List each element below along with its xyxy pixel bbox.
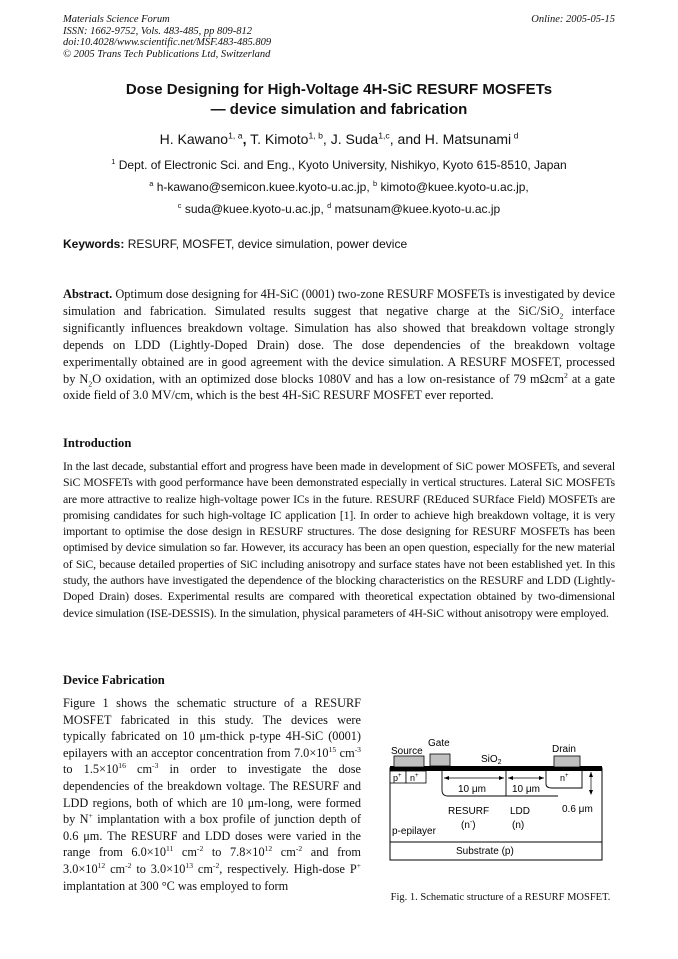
body-text: implantation with a box profile of junction depth of 0.6 μm. The RESURF and LDD doses were varied in the range from 6.0×10 xyxy=(63,812,361,860)
superscript: -2 xyxy=(125,860,132,870)
abstract-text: at a gate oxide field of 3.0 MV/cm, which is the best 4H-SiC RESURF MOSFET ever reported. xyxy=(63,371,615,403)
abstract-text: interface significantly influences breakdown voltage. Simulation has also showed that breakdown voltage strongly depends on LDD (Lightly-Doped Drain) dose. The dose dependencies of the breakdown voltage experimentally obtained are in good agreement with the device simulation. A RESURF MOSFET, processed by N xyxy=(63,303,615,386)
email-c[interactable]: suda@kuee.kyoto-u.ac.jp, xyxy=(181,202,328,216)
title-line-1: Dose Designing for High-Voltage 4H-SiC RESURF MOSFETs xyxy=(125,81,553,98)
email-c-marker: c xyxy=(177,201,182,210)
drain-contact xyxy=(554,756,580,767)
ldd-type-label: (n) xyxy=(512,820,525,831)
resurf-length-label: 10 μm xyxy=(458,784,486,795)
affil-text: Dept. of Electronic Sci. and Eng., Kyoto University, Nishikyo, Kyoto 615-8510, Japan xyxy=(115,158,567,172)
body-text: cm xyxy=(272,845,296,860)
body-text: cm xyxy=(193,861,213,876)
author-4: and H. Matsunami xyxy=(393,131,512,147)
gate-label: Gate xyxy=(428,738,450,749)
keywords-text: RESURF, MOSFET, device simulation, power device xyxy=(124,237,408,251)
email-a-marker: a xyxy=(149,179,154,188)
body-text: cm xyxy=(105,861,126,876)
author-sep: , xyxy=(389,131,394,147)
superscript: 16 xyxy=(118,761,126,771)
n-plus-right-label: n+ xyxy=(560,773,569,783)
author-1-affil: 1, a xyxy=(228,130,243,141)
abstract-text: O oxidation, with an optimized dose blocks 1080V and has a low on-resistance of 79 mΩcm xyxy=(92,371,564,386)
body-text: , respectively. High-dose P xyxy=(219,861,357,876)
source-label: Source xyxy=(391,746,423,757)
keywords-label: Keywords: xyxy=(63,237,125,251)
subscript: 2 xyxy=(559,311,564,321)
section-heading-fabrication: Device Fabrication xyxy=(63,673,165,687)
superscript: 2 xyxy=(563,370,568,380)
superscript: -3 xyxy=(152,761,159,771)
body-text: cm xyxy=(125,762,153,777)
author-3: J. Suda xyxy=(326,131,379,147)
superscript: -2 xyxy=(196,844,204,854)
email-a[interactable]: h-kawano@semicon.kuee.kyoto-u.ac.jp, xyxy=(153,180,374,194)
superscript: + xyxy=(88,811,93,821)
email-line-2 xyxy=(0,202,678,216)
email-b-marker: b xyxy=(373,179,378,188)
subscript: 2 xyxy=(88,379,93,388)
body-text: cm xyxy=(336,745,355,760)
email-d[interactable]: matsunam@kuee.kyoto-u.ac.jp xyxy=(331,202,501,216)
body-text: implantation at 300 °C was employed to form xyxy=(63,878,289,893)
email-b[interactable]: kimoto@kuee.kyoto-u.ac.jp, xyxy=(377,180,529,194)
journal-header xyxy=(63,14,271,60)
superscript: -2 xyxy=(295,844,303,854)
mosfet-schematic-figure xyxy=(386,734,616,884)
author-4-affil: d xyxy=(511,130,519,141)
body-text: Figure 1 shows the schematic structure of a RESURF MOSFET fabricated in this study. The devices were typically fabricated on 10 μm-thick p-type 4H-SiC (0001) epilayers with an acceptor concentration from 7.0×10 xyxy=(63,696,361,760)
source-contact xyxy=(394,756,424,767)
ldd-length-label: 10 μm xyxy=(512,784,540,795)
n-plus-left-label: n+ xyxy=(410,773,419,783)
superscript: 15 xyxy=(328,744,337,754)
substrate-label: Substrate (p) xyxy=(456,846,514,857)
resurf-type-label: (n-) xyxy=(461,819,476,831)
abstract-label: Abstract. xyxy=(63,287,113,301)
author-3-affil: 1,c xyxy=(378,130,390,141)
body-text: to 7.8×10 xyxy=(203,845,265,860)
superscript: -3 xyxy=(354,744,361,754)
figure-caption: Fig. 1. Schematic structure of a RESURF MOSFET. xyxy=(390,892,611,903)
email-line-1 xyxy=(0,180,678,194)
junction-depth-label: 0.6 μm xyxy=(562,804,593,815)
title-line-2: — device simulation and fabrication xyxy=(210,101,468,118)
affiliation-line xyxy=(0,158,678,172)
abstract xyxy=(63,286,615,404)
author-1: H. Kawano xyxy=(159,131,229,147)
superscript: 12 xyxy=(264,844,273,854)
abstract-text: Optimum dose designing for 4H-SiC (0001) two-zone RESURF MOSFETs is investigated by device simulation and fabrication. Simulated results suggest that negative charge at the SiC/SiO xyxy=(63,287,615,318)
superscript: + xyxy=(356,860,361,870)
body-text: to 1.5×10 xyxy=(63,762,119,777)
paper-title xyxy=(0,80,678,120)
superscript: 13 xyxy=(185,860,193,870)
keywords xyxy=(63,237,407,251)
online-date: Online: 2005-05-15 xyxy=(531,14,615,25)
resurf-label: RESURF xyxy=(448,806,490,817)
body-text: and from 3.0×10 xyxy=(63,845,361,876)
epilayer-label: p-epilayer xyxy=(392,826,436,837)
gate-electrode xyxy=(430,754,450,766)
issn-line: ISSN: 1662-9752, Vols. 483-485, pp 809-812 xyxy=(63,25,252,37)
superscript: 11 xyxy=(165,844,174,854)
author-list xyxy=(0,131,678,147)
superscript: 12 xyxy=(97,860,106,870)
journal-name: Materials Science Forum xyxy=(63,14,170,25)
email-d-marker: d xyxy=(327,201,332,210)
author-2: T. Kimoto xyxy=(246,131,309,147)
superscript: -2 xyxy=(212,860,220,870)
section-heading-introduction: Introduction xyxy=(63,436,132,450)
fabrication-text xyxy=(63,695,361,894)
affil-number: 1 xyxy=(111,157,116,166)
body-text: cm xyxy=(173,845,197,860)
body-text: in order to investigate the dose dependencies of the breakdown voltage. The RESURF and LDD regions, both of which are 10 μm-long, were formed by N xyxy=(63,762,361,827)
doi-link[interactable]: doi:10.4028/www.scientific.net/MSF.483-485.809 xyxy=(63,37,272,48)
body-text: to 3.0×10 xyxy=(131,861,186,876)
drain-label: Drain xyxy=(552,744,576,755)
author-sep: , xyxy=(242,131,247,147)
copyright-line: © 2005 Trans Tech Publications Ltd, Switzerland xyxy=(63,48,271,60)
p-plus-label: p+ xyxy=(393,773,402,783)
introduction-text: In the last decade, substantial effort and progress have been made in development of SiC power MOSFETs, and several SiC MOSFETs with good performance have been demonstrated especially in vertical structures. Lateral SiC MOSFETs are more attractive to realize high-voltage power ICs in the future. RESURF (REduced SURface Field) MOSFETs are promising candidates for such high-voltage IC application [1]. In order to achieve high breakdown voltage, it is very important to optimise the dose design in RESURF structures. The dose designing for RESURF MOSFETs has been optimised by device simulation so far. However, its accuracy has been an open question, especially for the new material of SiC, because detailed properties of SiC including anisotropy and surface states have not been established yet. In this study, the authors have investigated the dependence of the blocking characteristics on the RESURF and LDD (Lightly-Doped Drain) doses. Experimental results are compared with theoretical expectation obtained by two-dimensional device simulation (ISE-DESSIS). In the simulation, physical parameters of 4H-SiC without anisotropy were employed. xyxy=(63,459,615,620)
ldd-label: LDD xyxy=(510,806,531,817)
author-sep: , xyxy=(322,131,327,147)
author-2-affil: 1, b xyxy=(308,130,323,141)
sio2-label: SiO$_2$ xyxy=(481,754,502,766)
